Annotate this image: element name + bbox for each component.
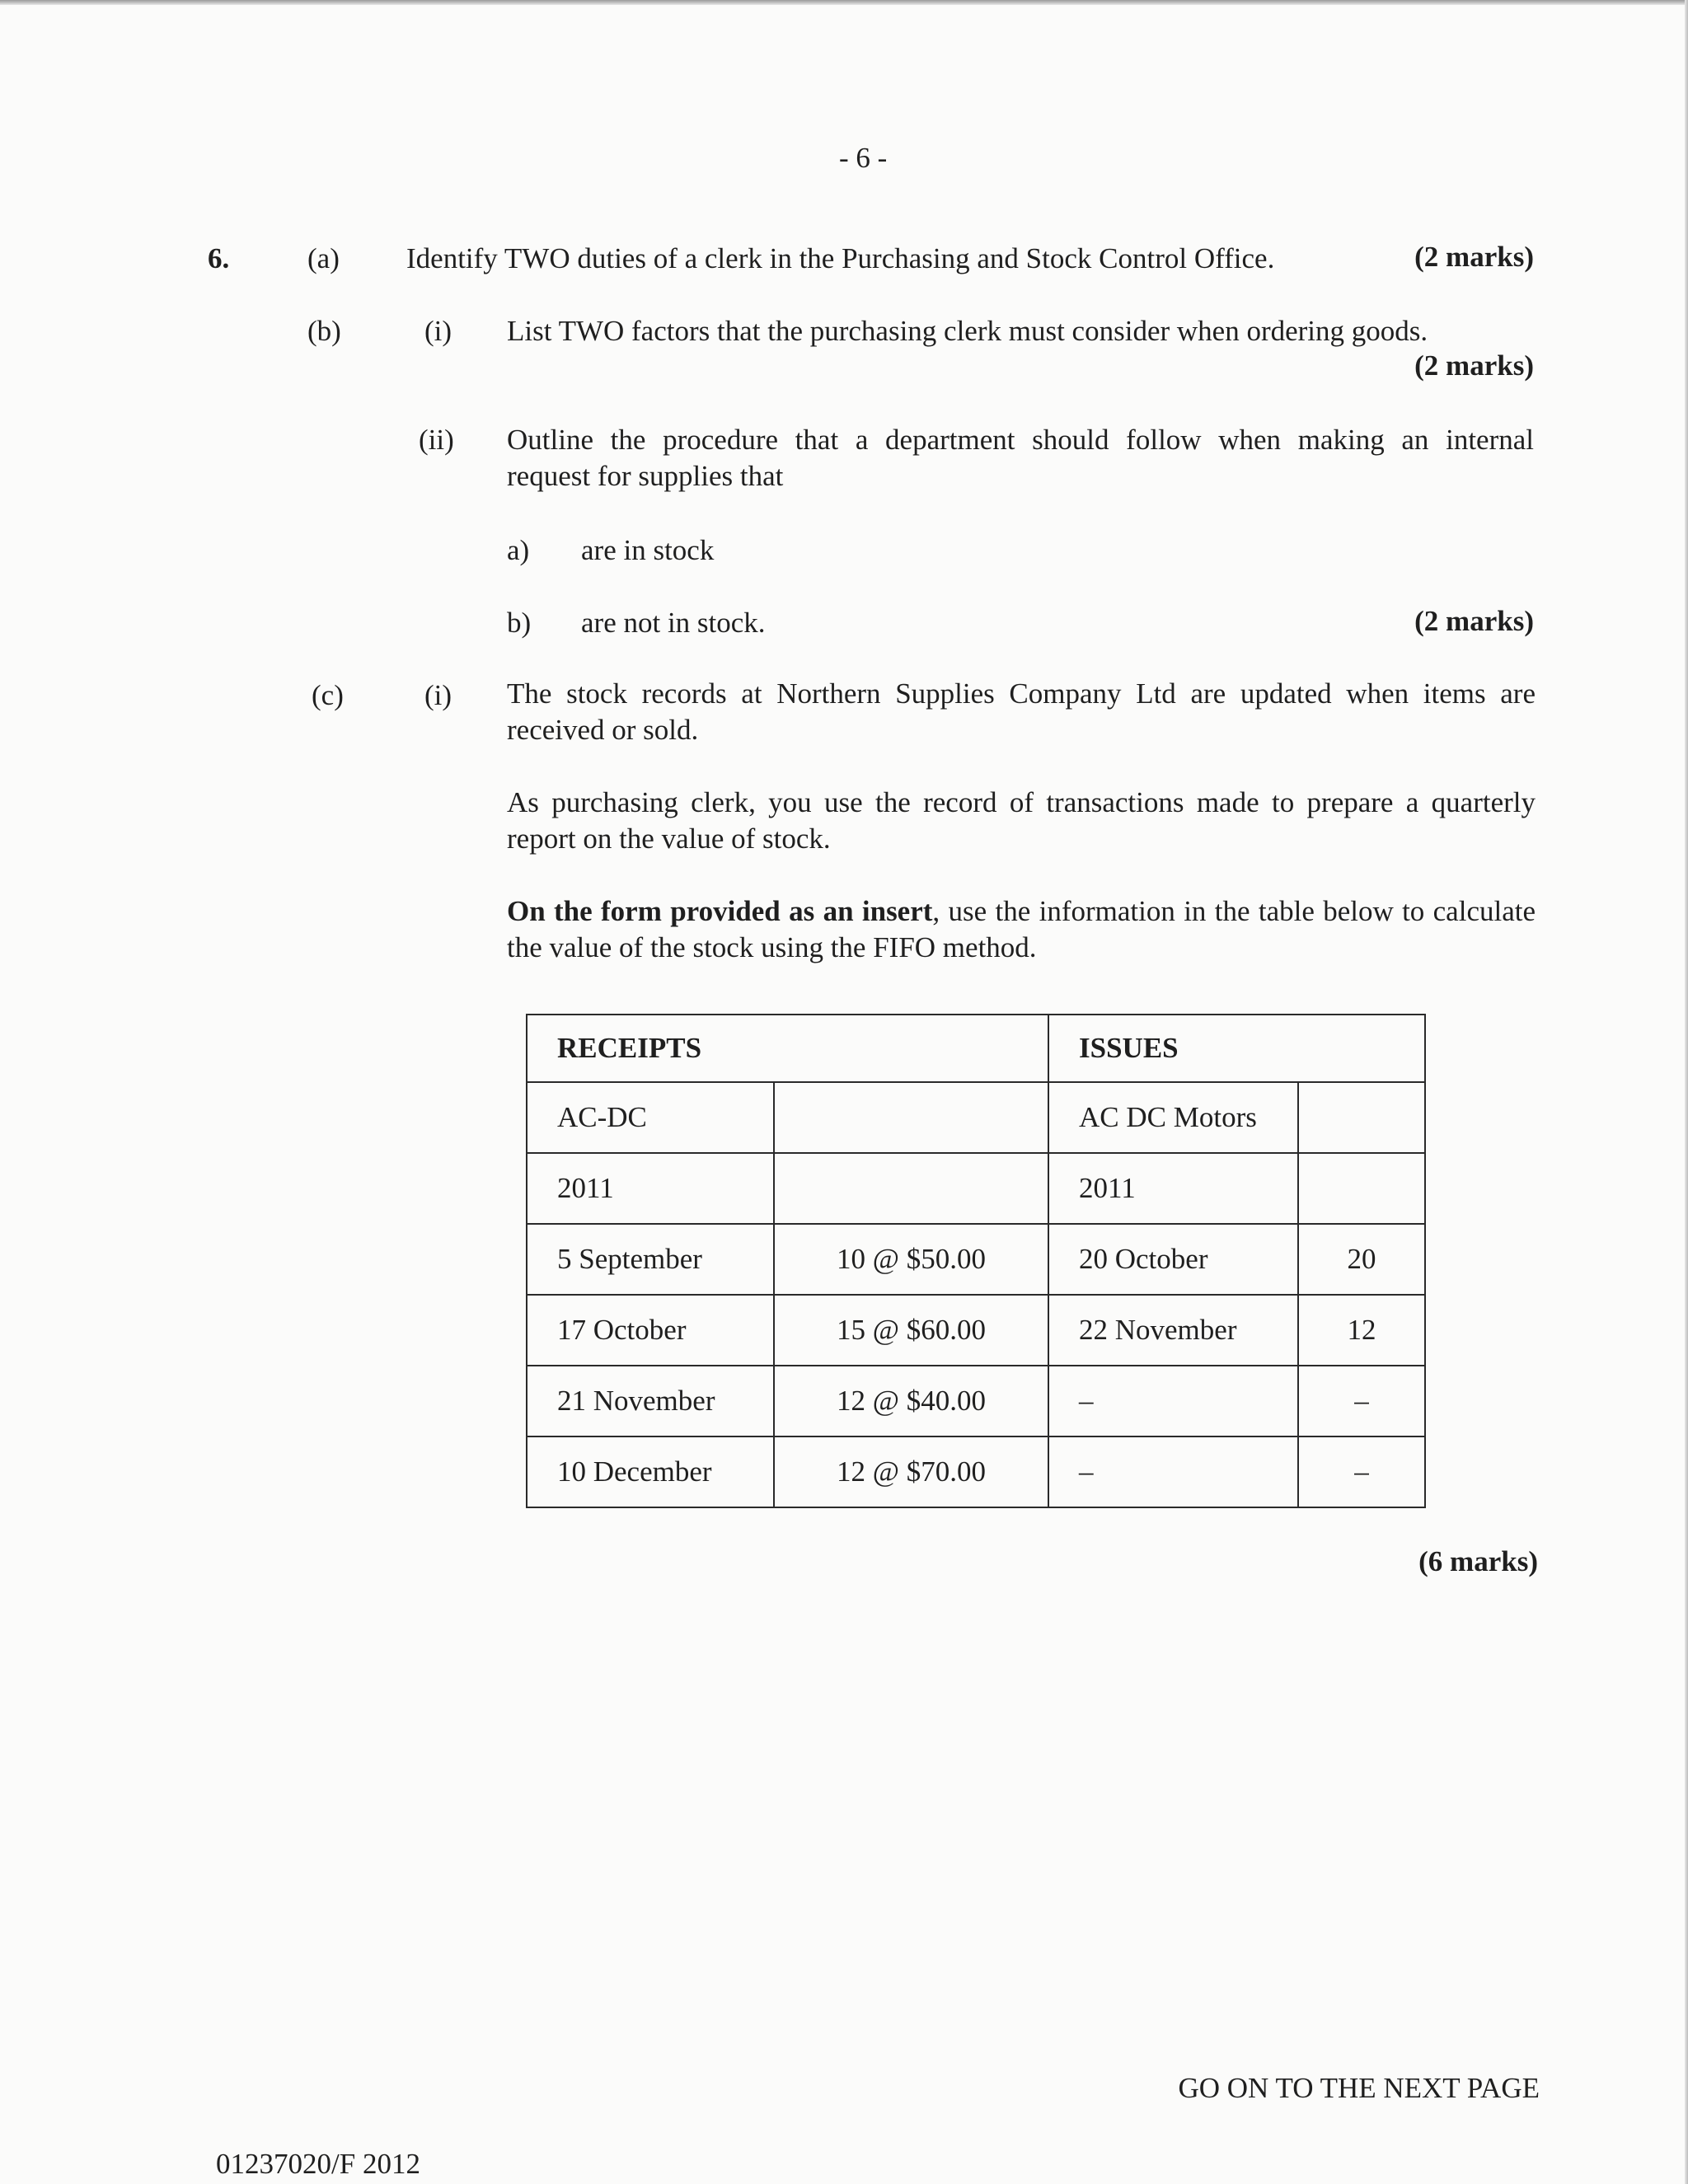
stock-transactions-table bbox=[526, 1014, 1426, 1508]
part-c-i-para3-line2: the value of the stock using the FIFO method. bbox=[507, 931, 1037, 963]
part-c-label: (c) bbox=[312, 679, 344, 711]
issue-date-cell: 22 November bbox=[1048, 1295, 1298, 1366]
receipt-date-cell: 10 December bbox=[527, 1436, 774, 1507]
receipts-header: RECEIPTS bbox=[527, 1015, 1048, 1082]
receipt-qty-cell: 12 @ $70.00 bbox=[774, 1436, 1048, 1507]
receipt-date-cell: 17 October bbox=[527, 1295, 774, 1366]
table-row bbox=[527, 1366, 1425, 1436]
part-b-label: (b) bbox=[307, 315, 341, 347]
part-c-i-para3-bold: On the form provided as an insert bbox=[507, 895, 933, 927]
part-b-i-marks: (2 marks) bbox=[1414, 349, 1534, 382]
part-b-ii-text-line2: request for supplies that bbox=[507, 460, 784, 492]
issue-qty-cell bbox=[1298, 1082, 1425, 1153]
receipt-qty-cell: 12 @ $40.00 bbox=[774, 1366, 1048, 1436]
receipt-item-cell: AC-DC bbox=[527, 1082, 774, 1153]
receipt-qty-cell: 10 @ $50.00 bbox=[774, 1224, 1048, 1295]
part-c-i-para1-line2: received or sold. bbox=[507, 714, 699, 746]
part-c-i-marks: (6 marks) bbox=[1418, 1545, 1538, 1577]
issue-qty-cell: 20 bbox=[1298, 1224, 1425, 1295]
receipt-qty-cell: 15 @ $60.00 bbox=[774, 1295, 1048, 1366]
issues-header: ISSUES bbox=[1048, 1015, 1425, 1082]
issue-date-cell: – bbox=[1048, 1366, 1298, 1436]
receipt-date-cell: 5 September bbox=[527, 1224, 774, 1295]
table-row bbox=[527, 1224, 1425, 1295]
issue-date-cell: – bbox=[1048, 1436, 1298, 1507]
receipt-qty-cell bbox=[774, 1153, 1048, 1224]
part-c-i-paragraph-2 bbox=[507, 785, 1536, 857]
part-b-ii-sub-a-text: are in stock bbox=[581, 534, 715, 566]
part-c-i-para2-line1: As purchasing clerk, you use the record of transactions made to prepare a quarterly bbox=[507, 786, 1536, 818]
part-c-i-para2-line2: report on the value of stock. bbox=[507, 823, 831, 855]
page-right-edge bbox=[1685, 0, 1688, 2184]
part-c-i-para1-line1: The stock records at Northern Supplies Company Ltd are updated when items are bbox=[507, 677, 1536, 710]
go-on-to-next-page: GO ON TO THE NEXT PAGE bbox=[1178, 2072, 1540, 2104]
issue-item-cell: AC DC Motors bbox=[1048, 1082, 1298, 1153]
part-b-i-text: List TWO factors that the purchasing clerk must consider when ordering goods. bbox=[507, 315, 1428, 347]
issue-date-cell: 2011 bbox=[1048, 1153, 1298, 1224]
issue-qty-cell: – bbox=[1298, 1436, 1425, 1507]
receipt-qty-cell bbox=[774, 1082, 1048, 1153]
part-c-i-para3-line1-rest: , use the information in the table below to calculate bbox=[932, 895, 1536, 927]
table-row bbox=[527, 1153, 1425, 1224]
part-c-i-paragraph-1 bbox=[507, 676, 1536, 748]
question-number: 6. bbox=[208, 242, 230, 274]
part-b-i-label: (i) bbox=[424, 315, 452, 347]
part-b-ii-sub-b-text: are not in stock. bbox=[581, 607, 766, 639]
table-row bbox=[527, 1082, 1425, 1153]
issue-date-cell: 20 October bbox=[1048, 1224, 1298, 1295]
paper-code: 01237020/F 2012 bbox=[216, 2148, 420, 2180]
part-b-ii-text bbox=[507, 422, 1534, 494]
issue-qty-cell bbox=[1298, 1153, 1425, 1224]
table-row bbox=[527, 1295, 1425, 1366]
receipt-date-cell: 2011 bbox=[527, 1153, 774, 1224]
issue-qty-cell: – bbox=[1298, 1366, 1425, 1436]
part-b-ii-sub-a-label: a) bbox=[507, 534, 530, 566]
part-a-marks: (2 marks) bbox=[1414, 241, 1534, 273]
part-a-text: Identify TWO duties of a clerk in the Purchasing and Stock Control Office. bbox=[406, 242, 1275, 274]
part-b-ii-label: (ii) bbox=[419, 424, 454, 456]
table-row bbox=[527, 1436, 1425, 1507]
part-c-i-paragraph-3 bbox=[507, 893, 1536, 966]
part-b-ii-marks: (2 marks) bbox=[1414, 605, 1534, 637]
part-b-ii-text-line1: Outline the procedure that a department should follow when making an internal bbox=[507, 424, 1534, 456]
part-c-i-label: (i) bbox=[424, 679, 452, 711]
receipt-date-cell: 21 November bbox=[527, 1366, 774, 1436]
table-header-row bbox=[527, 1015, 1425, 1082]
part-b-ii-sub-b-label: b) bbox=[507, 607, 532, 639]
issue-qty-cell: 12 bbox=[1298, 1295, 1425, 1366]
part-a-label: (a) bbox=[307, 242, 340, 274]
page-top-rule bbox=[0, 0, 1688, 5]
page-number: - 6 - bbox=[839, 142, 888, 174]
